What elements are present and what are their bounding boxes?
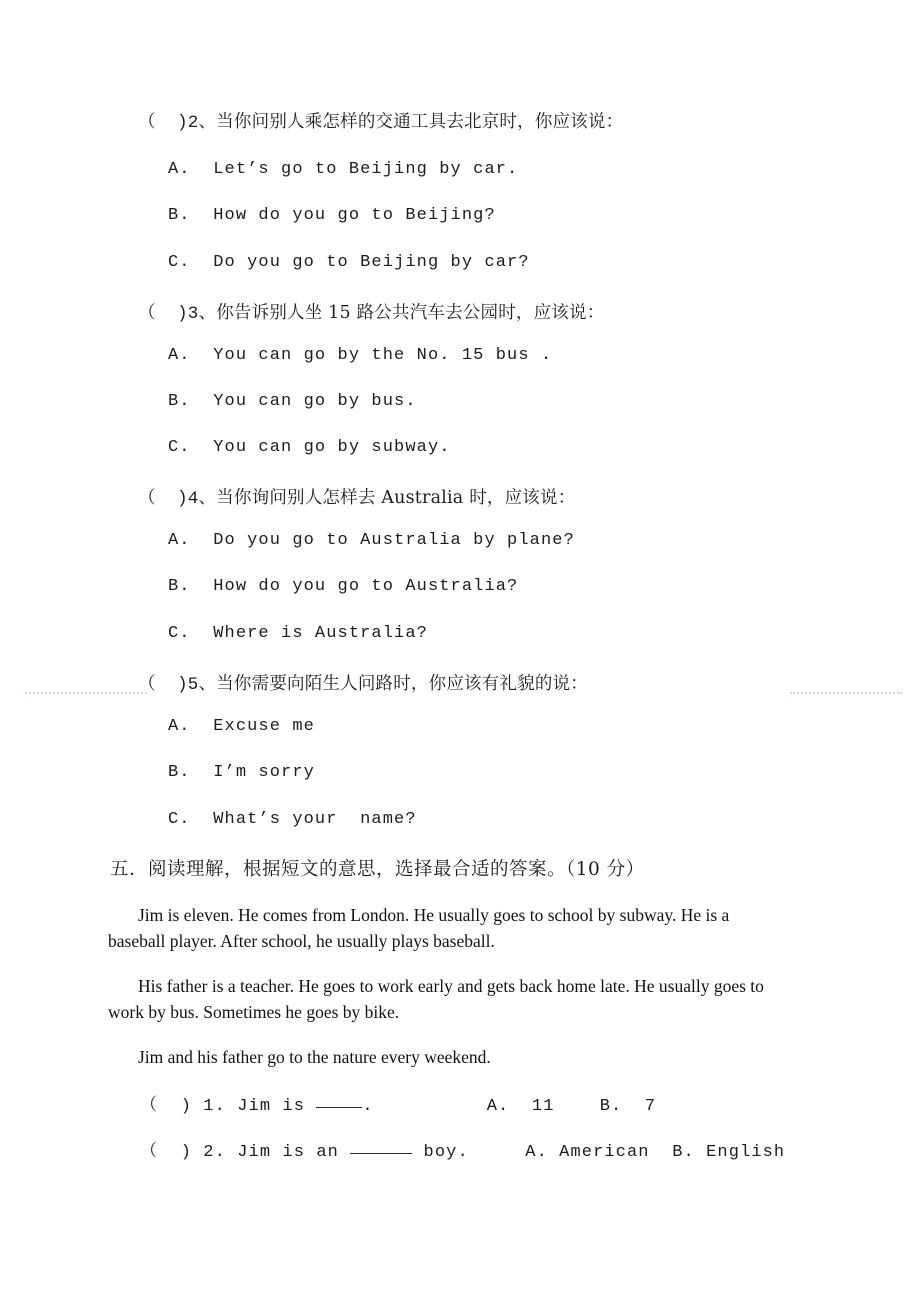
reading-section-heading: 五．阅读理解，根据短文的意思，选择最合适的答案。（10 分） bbox=[110, 859, 645, 880]
mcq-option-text: I’m sorry bbox=[190, 763, 315, 782]
reading-question-options[interactable]: A. 11 B. 7 bbox=[486, 1097, 657, 1116]
mcq-option-label: C. bbox=[168, 438, 191, 457]
mcq-answer-bracket[interactable]: （ )2、 bbox=[138, 113, 217, 133]
mcq-stem bbox=[138, 484, 575, 509]
fill-in-blank[interactable] bbox=[350, 1153, 412, 1154]
mcq-option-text: How do you go to Beijing? bbox=[190, 206, 496, 225]
passage-paragraph bbox=[108, 902, 784, 954]
spacer bbox=[469, 1143, 526, 1162]
reading-question-text-after: boy. bbox=[412, 1143, 469, 1162]
mcq-option-label: A. bbox=[168, 717, 191, 736]
reading-question[interactable] bbox=[140, 1090, 656, 1116]
mcq-stem-text: 当你询问别人怎样去 Australia 时，应该说： bbox=[216, 488, 576, 508]
spacer bbox=[374, 1097, 487, 1116]
mcq-option-label: A. bbox=[168, 531, 191, 550]
reading-question-text-before: Jim is an bbox=[225, 1143, 351, 1162]
reading-answer-bracket[interactable]: （ ) 2. bbox=[140, 1143, 226, 1162]
mcq-option-label: A. bbox=[168, 160, 191, 179]
mcq-option[interactable] bbox=[168, 392, 417, 411]
mcq-option-text: Do you go to Beijing by car? bbox=[190, 253, 530, 272]
reading-question[interactable] bbox=[140, 1136, 785, 1162]
fill-in-blank[interactable] bbox=[316, 1107, 362, 1108]
reading-question-options[interactable]: A. American B. English bbox=[525, 1143, 786, 1162]
mcq-option-label: B. bbox=[168, 392, 191, 411]
mcq-option-label: C. bbox=[168, 624, 191, 643]
passage-paragraph bbox=[108, 973, 784, 1025]
mcq-option-label: C. bbox=[168, 810, 191, 829]
reading-answer-bracket[interactable]: （ ) 1. bbox=[140, 1097, 226, 1116]
passage-text: Jim is eleven. He comes from London. He usually goes to school by subway. He is a baseball player. After school, he usually plays baseball. bbox=[108, 905, 730, 951]
mcq-option-text: How do you go to Australia? bbox=[190, 577, 519, 596]
mcq-option[interactable] bbox=[168, 624, 428, 643]
mcq-option[interactable] bbox=[168, 206, 496, 225]
mcq-answer-bracket[interactable]: （ )4、 bbox=[138, 489, 217, 509]
mcq-option-label: A. bbox=[168, 346, 191, 365]
mcq-option-text: Where is Australia? bbox=[190, 624, 428, 643]
mcq-stem-text: 当你问别人乘怎样的交通工具去北京时，你应该说： bbox=[216, 112, 624, 132]
mcq-answer-bracket[interactable]: （ )3、 bbox=[138, 304, 217, 324]
mcq-stem bbox=[138, 670, 588, 695]
mcq-option-label: C. bbox=[168, 253, 191, 272]
mcq-option-text: What’s your name? bbox=[190, 810, 417, 829]
mcq-option[interactable] bbox=[168, 717, 315, 736]
mcq-option-label: B. bbox=[168, 206, 191, 225]
mcq-option[interactable] bbox=[168, 531, 575, 550]
mcq-option-text: You can go by the No. 15 bus . bbox=[190, 346, 553, 365]
reading-question-text-after: . bbox=[362, 1097, 374, 1116]
passage-text: Jim and his father go to the nature every weekend. bbox=[138, 1047, 491, 1067]
mcq-option-text: You can go by bus. bbox=[190, 392, 417, 411]
mcq-answer-bracket[interactable]: （ )5、 bbox=[138, 675, 217, 695]
mcq-option-text: Excuse me bbox=[190, 717, 315, 736]
mcq-stem bbox=[138, 108, 623, 133]
page-separator-rule-right bbox=[790, 692, 902, 694]
mcq-option[interactable] bbox=[168, 160, 518, 179]
passage-paragraph bbox=[108, 1044, 784, 1070]
page-separator-rule-left bbox=[25, 692, 147, 694]
mcq-option[interactable] bbox=[168, 577, 518, 596]
mcq-option-text: Let’s go to Beijing by car. bbox=[190, 160, 519, 179]
mcq-stem-text: 你告诉别人坐 15 路公共汽车去公园时，应该说： bbox=[216, 303, 605, 323]
mcq-option[interactable] bbox=[168, 438, 451, 457]
mcq-option-text: Do you go to Australia by plane? bbox=[190, 531, 575, 550]
mcq-stem-text: 当你需要向陌生人问路时，你应该有礼貌的说： bbox=[216, 674, 588, 694]
mcq-option-label: B. bbox=[168, 763, 191, 782]
mcq-option[interactable] bbox=[168, 253, 530, 272]
passage-text: His father is a teacher. He goes to work early and gets back home late. He usually goes to work by bus. Sometimes he goes by bike. bbox=[108, 976, 764, 1022]
mcq-option[interactable] bbox=[168, 763, 315, 782]
mcq-option[interactable] bbox=[168, 346, 552, 365]
mcq-option[interactable] bbox=[168, 810, 417, 829]
mcq-stem bbox=[138, 299, 604, 324]
reading-question-text-before: Jim is bbox=[225, 1097, 317, 1116]
mcq-option-text: You can go by subway. bbox=[190, 438, 451, 457]
mcq-option-label: B. bbox=[168, 577, 191, 596]
